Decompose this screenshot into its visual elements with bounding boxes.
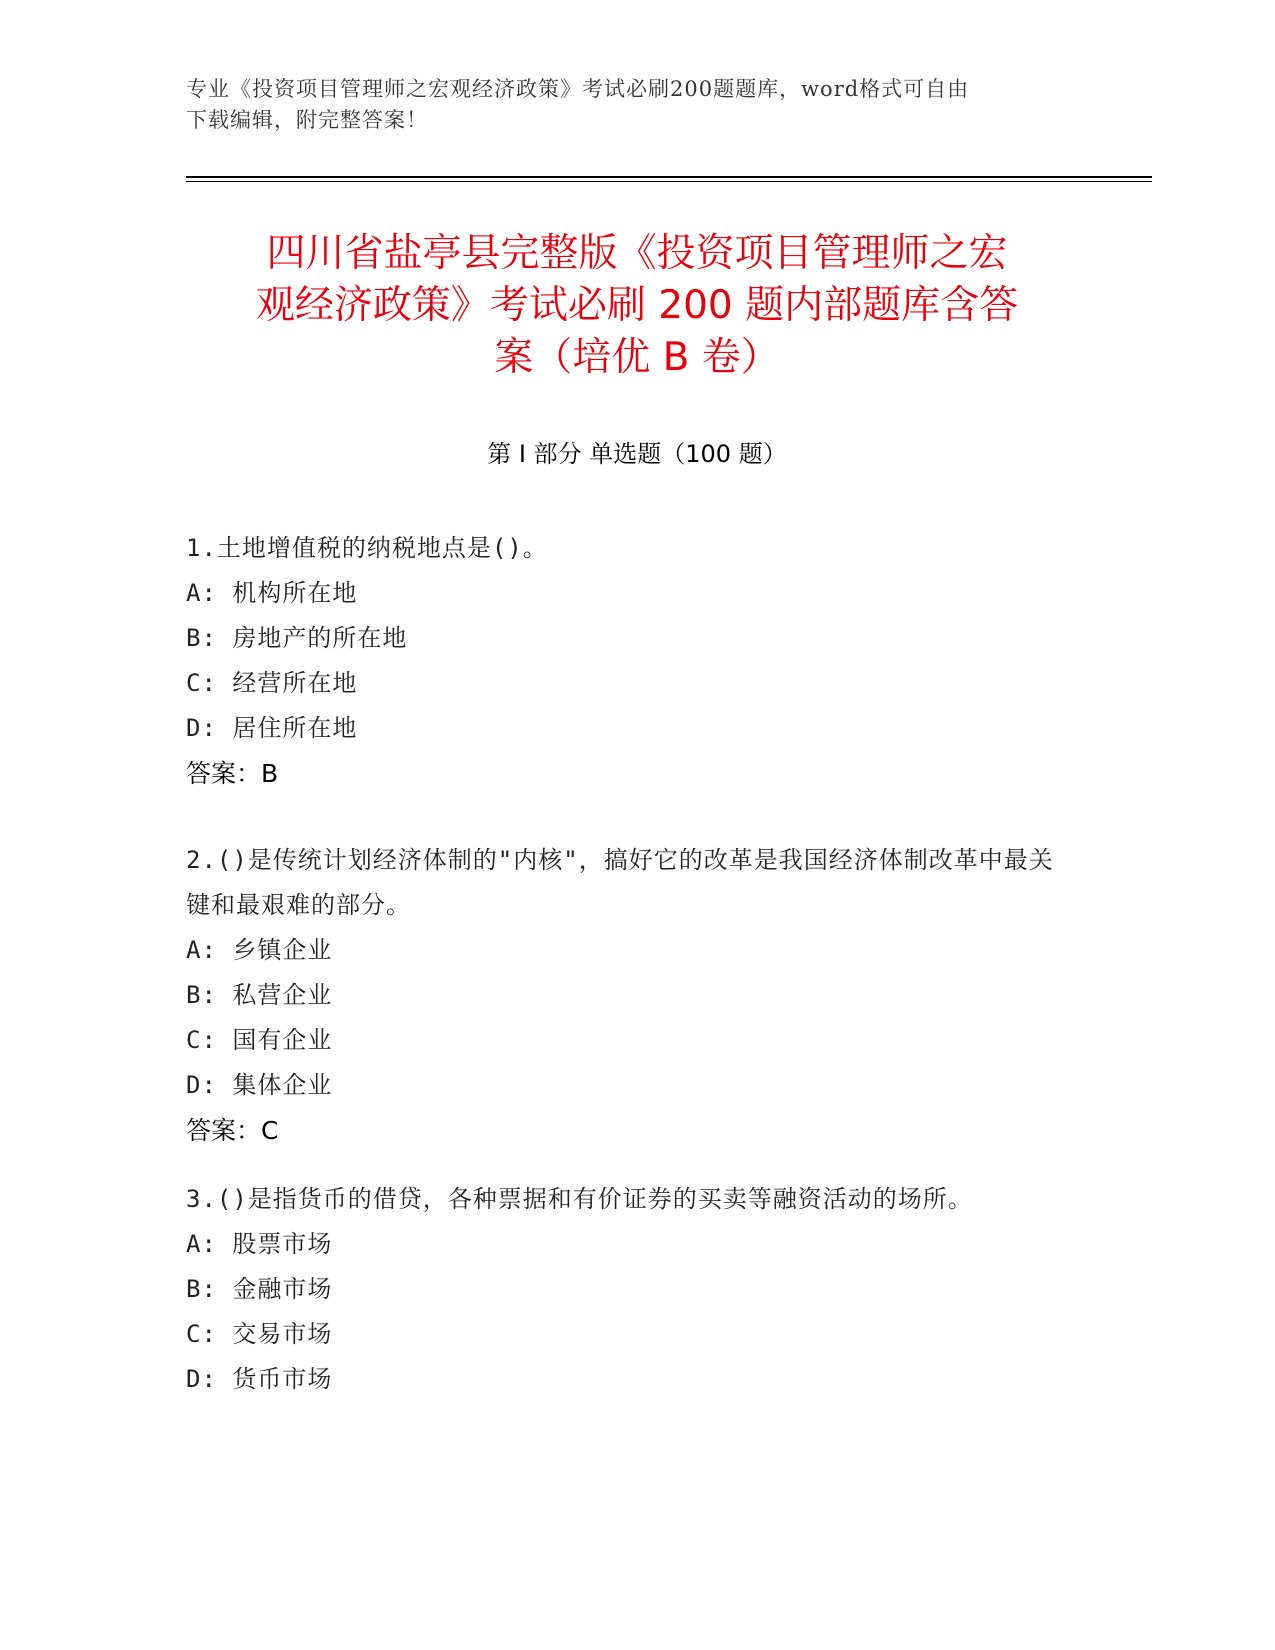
- option-d: D: 货币市场: [186, 1365, 333, 1393]
- option-d: D: 居住所在地: [186, 714, 358, 742]
- option-a: A: 乡镇企业: [186, 936, 333, 964]
- option-a: A: 股票市场: [186, 1230, 333, 1258]
- option-b: B: 私营企业: [186, 981, 333, 1009]
- section-heading: 第 I 部分 单选题（100 题）: [487, 440, 787, 468]
- question-1: [186, 526, 1066, 796]
- option-c: C: 经营所在地: [186, 669, 358, 697]
- option-c: C: 国有企业: [186, 1026, 333, 1054]
- header-line-1: 专业《投资项目管理师之宏观经济政策》考试必刷200题题库，word格式可自由: [186, 77, 970, 101]
- title-line-3: 案（培优 B 卷）: [494, 335, 780, 380]
- answer-text: 答案：C: [186, 1116, 279, 1145]
- option-a: A: 机构所在地: [186, 579, 358, 607]
- option-b: B: 金融市场: [186, 1275, 333, 1303]
- document-title: [186, 228, 1088, 384]
- question-stem: 2.()是传统计划经济体制的"内核"，搞好它的改革是我国经济体制改革中最关键和最艰难的部分。: [186, 846, 1054, 919]
- header-line-2: 下载编辑，附完整答案！: [186, 108, 428, 132]
- title-line-2: 观经济政策》考试必刷 200 题内部题库含答: [255, 283, 1019, 328]
- header-divider-thin: [186, 181, 1152, 182]
- answer-text: 答案：B: [186, 759, 279, 788]
- option-d: D: 集体企业: [186, 1071, 333, 1099]
- header-divider-thick: [186, 176, 1152, 178]
- question-stem: 1.土地增值税的纳税地点是()。: [186, 534, 548, 562]
- question-2: [186, 838, 1066, 1153]
- title-line-1: 四川省盐亭县完整版《投资项目管理师之宏: [266, 231, 1008, 276]
- option-b: B: 房地产的所在地: [186, 624, 408, 652]
- option-c: C: 交易市场: [186, 1320, 333, 1348]
- page-header: [186, 74, 1086, 136]
- question-3: [186, 1177, 1066, 1402]
- question-stem: 3.()是指货币的借贷，各种票据和有价证券的买卖等融资活动的场所。: [186, 1185, 973, 1213]
